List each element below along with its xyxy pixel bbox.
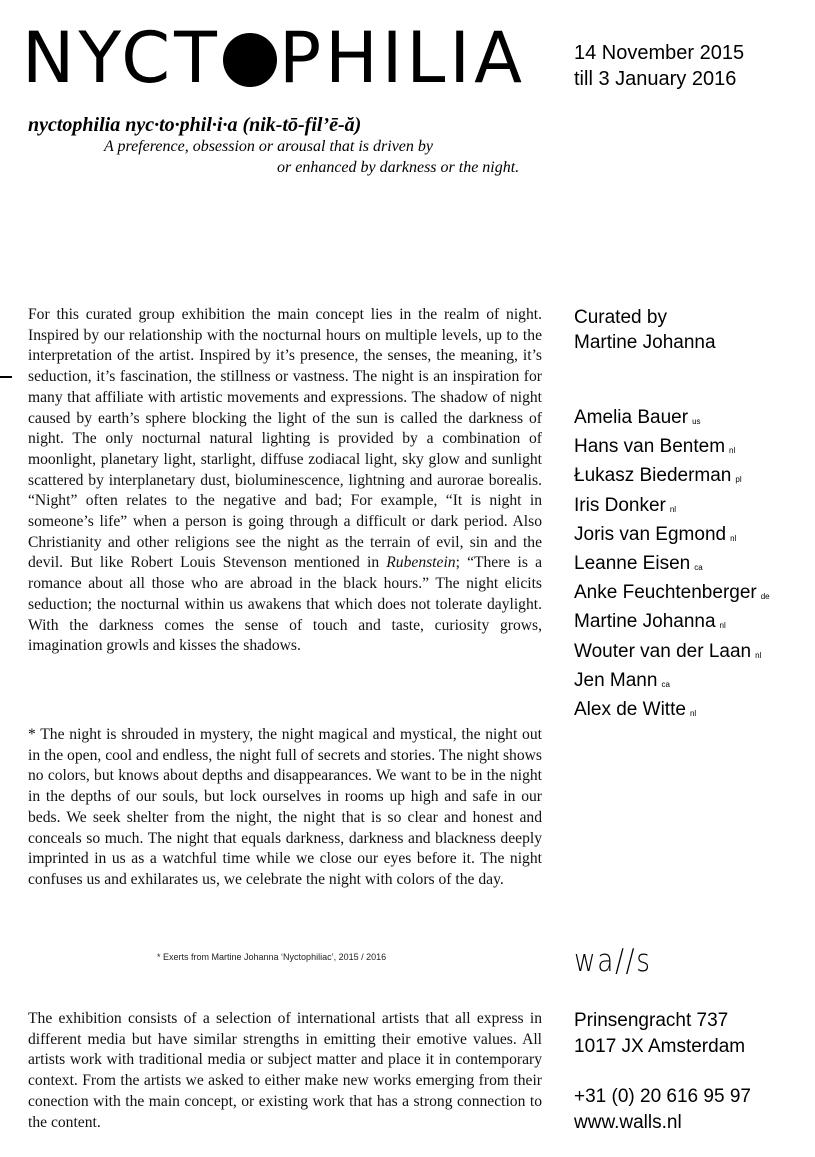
artist-name: Joris van Egmond [574, 523, 727, 545]
date-end: till 3 January 2016 [574, 68, 737, 90]
venue-phone: +31 (0) 20 616 95 97 [574, 1086, 751, 1107]
definition-line-1: A preference, obsession or arousal that is driven by [104, 138, 433, 155]
artist-item [574, 580, 770, 609]
artist-item [574, 522, 770, 551]
artist-name: Wouter van der Laan [574, 640, 752, 662]
artist-item [574, 463, 770, 492]
artist-country: nl [755, 650, 762, 660]
artist-name: Anke Feuchtenberger [574, 582, 757, 604]
artist-item [574, 609, 770, 638]
title-part-2: PHILIA [278, 17, 526, 99]
artist-country: nl [719, 621, 726, 631]
artist-item [574, 405, 770, 434]
intro-text-b: ; “There is a romance about all those who are abroad in the black hours.” The night elicits seduction; the nocturnal within us awakens that which does not tolerate daylight. With the darkness comes the sense of touch and taste, curiosity grows, imagination growls and kisses the shadows. [28, 554, 542, 655]
curator-name: Martine Johanna [574, 332, 716, 353]
artist-item [574, 639, 770, 668]
artist-item [574, 434, 770, 463]
artist-country: pl [735, 475, 742, 485]
venue-city: 1017 JX Amsterdam [574, 1036, 746, 1057]
book-title: Rubenstein [386, 554, 456, 572]
artist-name: Leanne Eisen [574, 553, 691, 575]
venue-contact [574, 1084, 751, 1136]
definition-word: nyctophilia nyc·to·phil·i·a (nik-tō-fil’ē-ă) [28, 114, 362, 136]
artist-name: Iris Donker [574, 494, 666, 516]
intro-paragraph [28, 305, 542, 657]
exhibition-text: The exhibition consists of a selection of international artists that all express in different media but have similar strengths in emitting their emotive values. All artists work with traditional media or subject matter and place it in contemporary context. From the artists we asked to either make new works emerging from their conection with the main concept, or existing work that has a strong connection to the content. [28, 1010, 542, 1131]
curated-by-label: Curated by [574, 307, 667, 328]
divider-dash [0, 376, 12, 378]
artist-name: Łukasz Biederman [574, 465, 732, 487]
title-part-1: NYCT [22, 17, 221, 99]
artist-country: nl [730, 533, 737, 543]
artist-name: Martine Johanna [574, 611, 716, 633]
excerpt-paragraph [28, 725, 542, 891]
excerpt-text: * The night is shrouded in mystery, the night magical and mystical, the night out in the open, cool and endless, the night full of secrets and stories. The night shows no colors, but knows about depths and disappearances. We want to be in the night in the depths of our souls, but lock ourselves in rooms up high and safe in our beds. We seek shelter from the night, the night that is so clear and honest and conceals so much. The night that equals darkness, darkness and blackness deeply imprinted in us as a watchful time while we close our eyes before it. The night confuses us and exhilarates us, we celebrate the night with colors of the day. [28, 726, 542, 888]
venue-website-link[interactable]: www.walls.nl [574, 1112, 682, 1133]
artist-item [574, 668, 770, 697]
walls-logo: wa//s [574, 943, 652, 979]
artist-item [574, 697, 770, 726]
exhibition-dates [574, 40, 744, 92]
artist-country: ca [694, 563, 703, 573]
definition-line-2: or enhanced by darkness or the night. [277, 159, 520, 176]
artist-country: nl [689, 709, 697, 719]
intro-text-a: For this curated group exhibition the main concept lies in the realm of night. Inspired by our relationship with the nocturnal hours on multiple levels, up to the interpretation of the artist. Inspired by it’s presence, the senses, the meaning, it’s seduction, it’s fascination, the stillness or vastness. The night is an inspiration for many that affiliate with artistic movements and expressions. The shadow of night caused by earth’s sphere blocking the light of the sun is called the darkness of night. The only nocturnal natural lighting is provided by a combination of moonlight, planetary light, starlight, diffuse zodiacal light, sky glow and sunlight scattered by interplanetary dust, bioluminescence, lightning and aurorae borealis. “Night” often relates to the negative and bad; For example, “It is night in someone’s life” when a person is going through a difficult or dark period. Also Christianity and other religions see the night as the terrain of evil, sin and the devil. But like Robert Louis Stevenson mentioned in [28, 306, 542, 572]
artist-country: us [692, 417, 701, 426]
artist-country: de [760, 592, 770, 602]
venue-street: Prinsengracht 737 [574, 1010, 729, 1031]
exhibition-title [22, 17, 526, 99]
exhibition-paragraph [28, 1009, 542, 1133]
artist-country: nl [729, 446, 736, 456]
artist-name: Jen Mann [574, 669, 658, 691]
venue-address [574, 1008, 745, 1060]
artist-country: nl [669, 504, 677, 514]
artist-item [574, 551, 770, 580]
artist-name: Alex de Witte [574, 699, 686, 721]
date-start: 14 November 2015 [574, 42, 745, 64]
artist-country: ca [661, 679, 670, 689]
artist-item [574, 493, 770, 522]
artist-name: Amelia Bauer [574, 407, 689, 428]
excerpt-footnote: * Exerts from Martine Johanna ‘Nyctophiliac’, 2015 / 2016 [157, 952, 387, 962]
artist-name: Hans van Bentem [574, 436, 726, 458]
curator-block [574, 305, 716, 355]
moon-icon [223, 33, 277, 87]
artist-list [574, 405, 770, 726]
